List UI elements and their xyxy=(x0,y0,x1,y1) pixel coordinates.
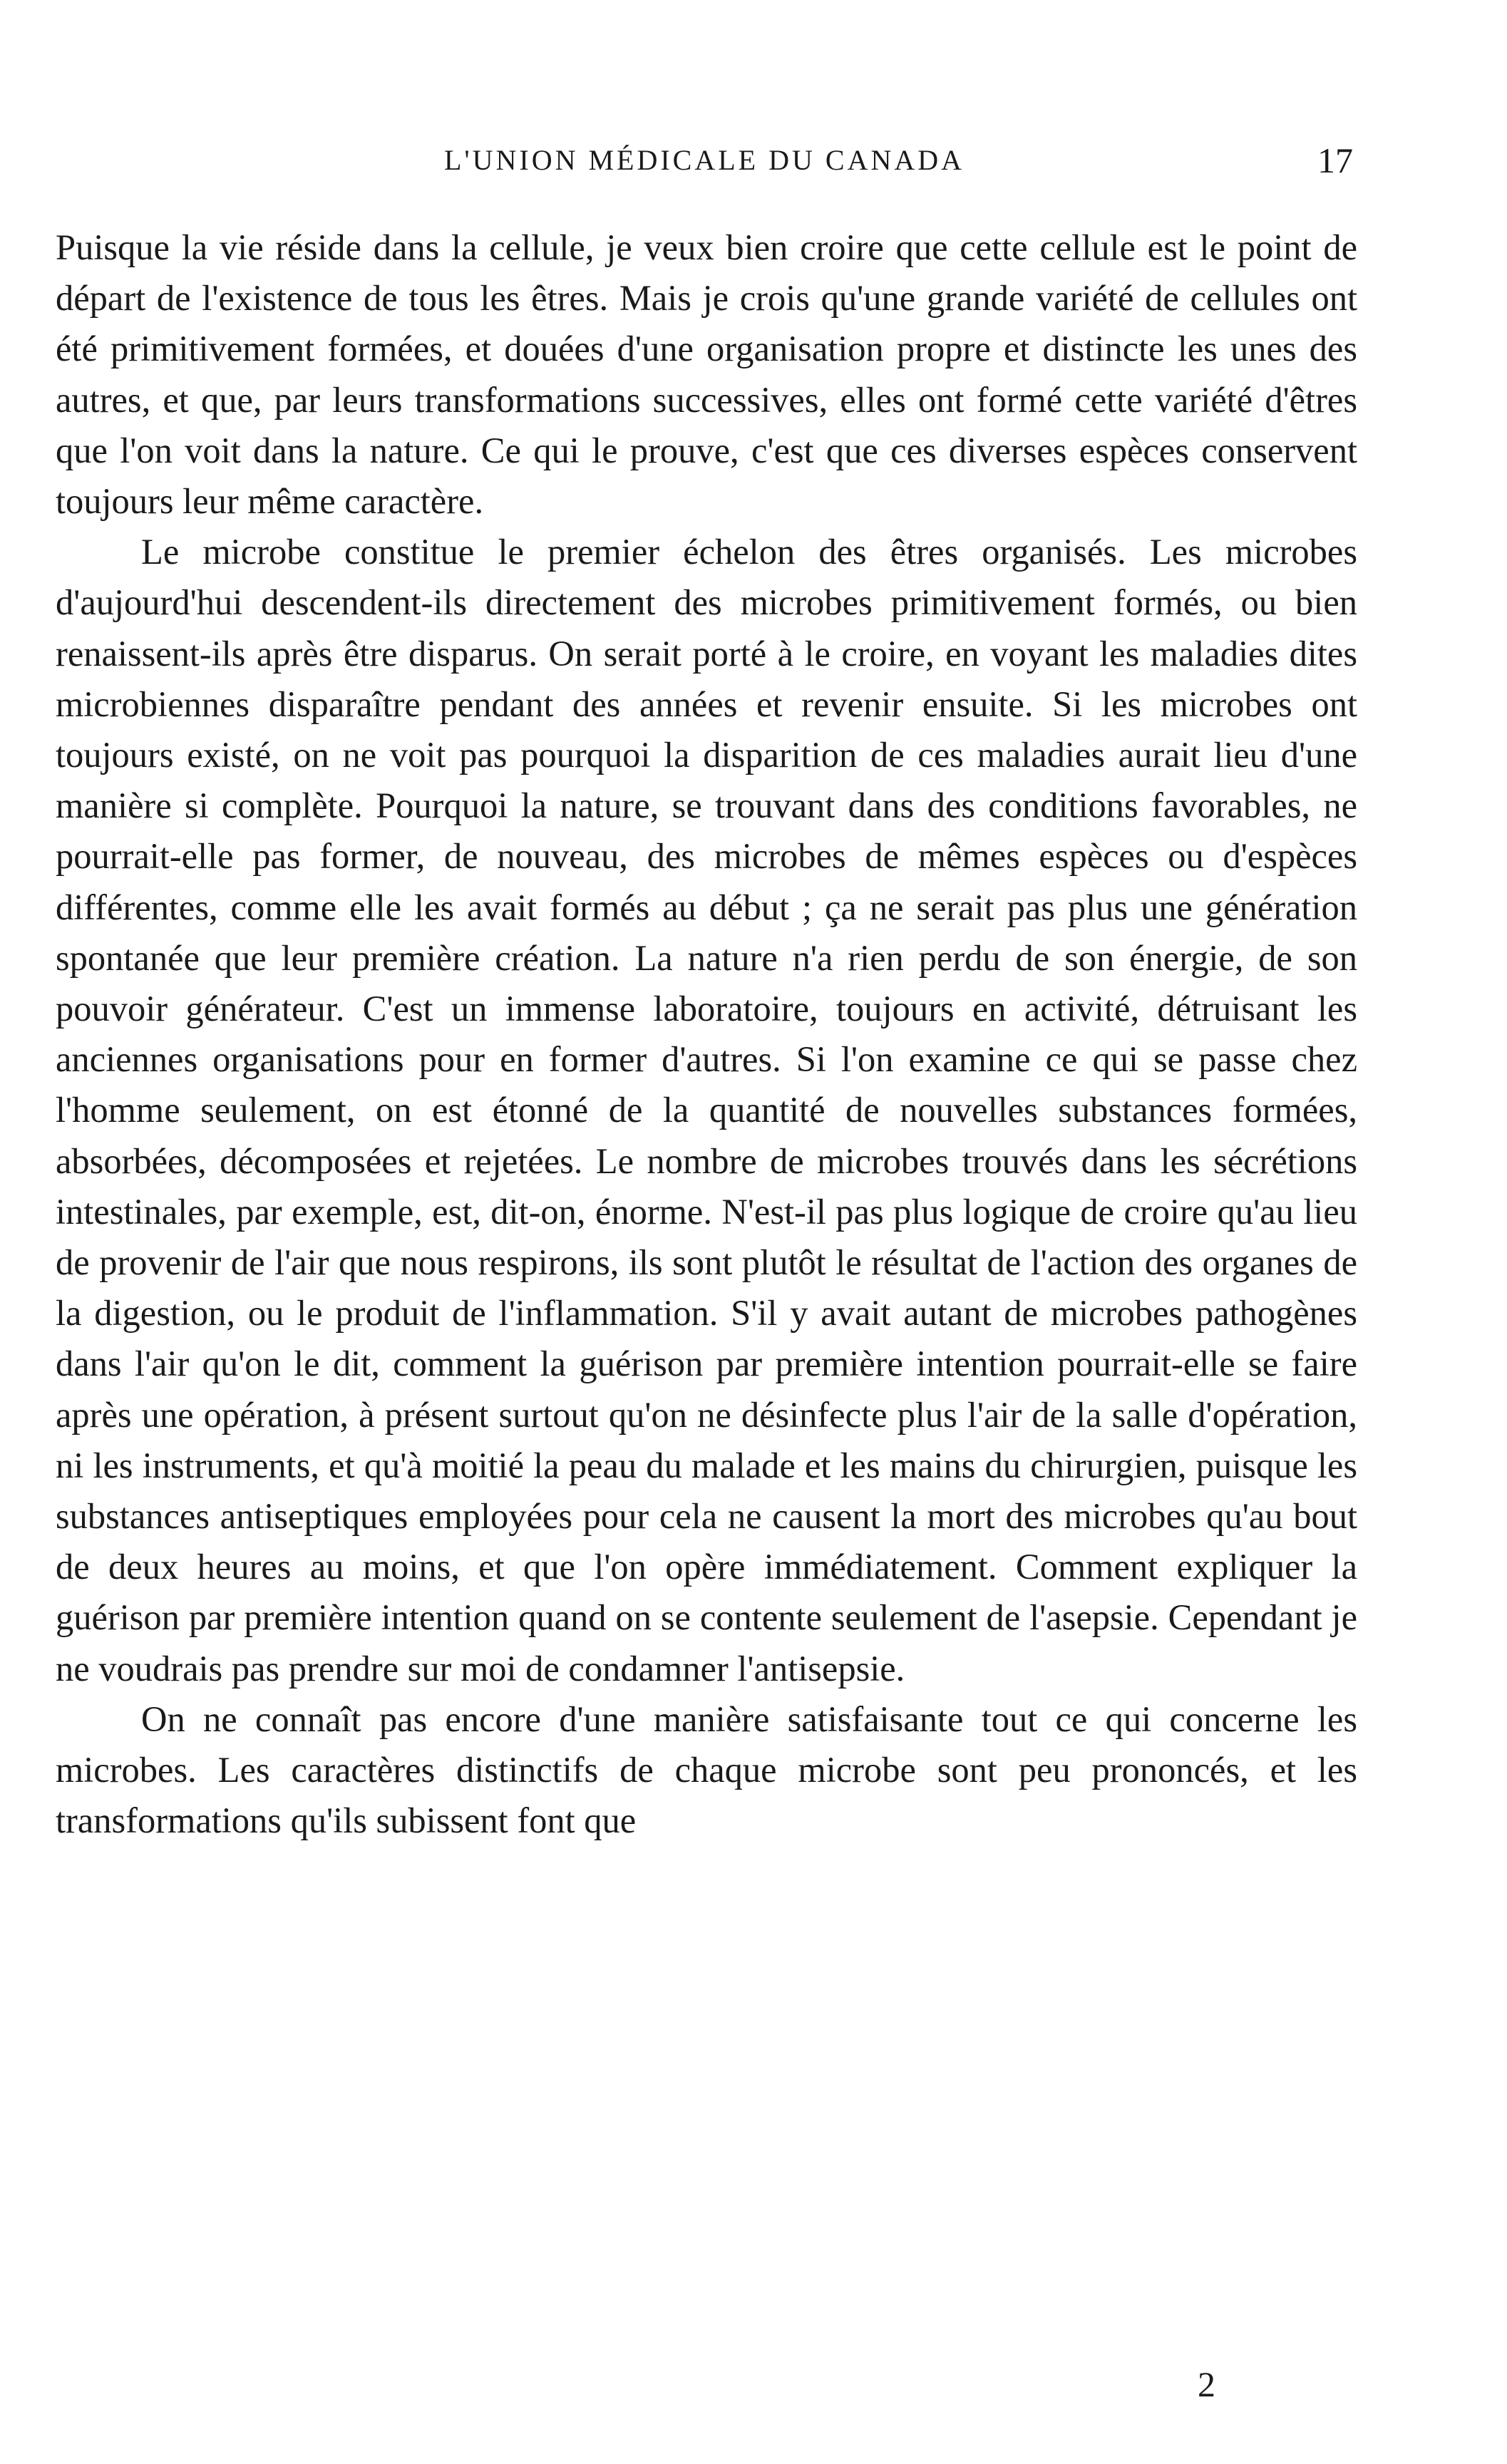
paragraph-1: Puisque la vie réside dans la cellule, je veux bien croire que cette cellule est le point de départ de l'existence de tous les êtres. Mais je crois qu'une grande variété de cellules ont été primitivement formées, et douées d'une organisation propre et distincte les unes des autres, et que, par leurs transformations successives, elles ont formé cette variété d'êtres que l'on voit dans la nature. Ce qui le prouve, c'est que ces diverses espèces conservent toujours leur même caractère. xyxy=(56,227,1357,522)
signature-mark: 2 xyxy=(1198,2364,1215,2404)
running-title: L'UNION MÉDICALE DU CANADA xyxy=(443,144,965,176)
paragraph-2: Le microbe constitue le premier échelon des êtres organisés. Les microbes d'aujourd'hui descendent-ils directement des microbes primitivement formés, ou bien renaissent-ils après être disparus. On serait porté à le croire, en voyant les maladies dites microbiennes disparaître pendant des années et revenir ensuite. Si les microbes ont toujours existé, on ne voit pas pourquoi la disparition de ces maladies aurait lieu d'une manière si complète. Pourquoi la nature, se trouvant dans des conditions favorables, ne pourrait-elle pas former, de nouveau, des microbes de mêmes espèces ou d'espèces différentes, comme elle les avait formés au début ; ça ne serait pas plus une génération spontanée que leur première création. La nature n'a rien perdu de son énergie, de son pouvoir générateur. C'est un immense laboratoire, toujours en activité, détruisant les anciennes organisations pour en former d'autres. Si l'on examine ce qui se passe chez l'homme seulement, on est étonné de la quantité de nouvelles substances formées, absorbées, décomposées et rejetées. Le nombre de microbes trouvés dans les sécrétions intestinales, par exemple, est, dit-on, énorme. N'est-il pas plus logique de croire qu'au lieu de provenir de l'air que nous respirons, ils sont plutôt le résultat de l'action des organes de la digestion, ou le produit de l'inflammation. S'il y avait autant de microbes pathogènes dans l'air qu'on le dit, comment la guérison par première intention pourrait-elle se faire après une opération, à présent surtout qu'on ne désinfecte plus l'air de la salle d'opération, ni les instruments, et qu'à moitié la peau du malade et les mains du chirurgien, puisque les substances antiseptiques employées pour cela ne causent la mort des microbes qu'au bout de deux heures au moins, et que l'on opère immédiatement. Comment expliquer la guérison par première intention quand on se contente seulement de l'asepsie. Cependant je ne voudrais pas prendre sur moi de condamner l'antisepsie. xyxy=(56,532,1357,1689)
body-text xyxy=(56,222,1357,1847)
paragraph-3: On ne connaît pas encore d'une manière satisfaisante tout ce qui concerne les microbes. Les caractères distinctifs de chaque microbe sont peu prononcés, et les transformations qu'ils subissent font que xyxy=(56,1698,1357,1841)
page-number: 17 xyxy=(1317,140,1353,180)
running-head xyxy=(56,139,1353,182)
